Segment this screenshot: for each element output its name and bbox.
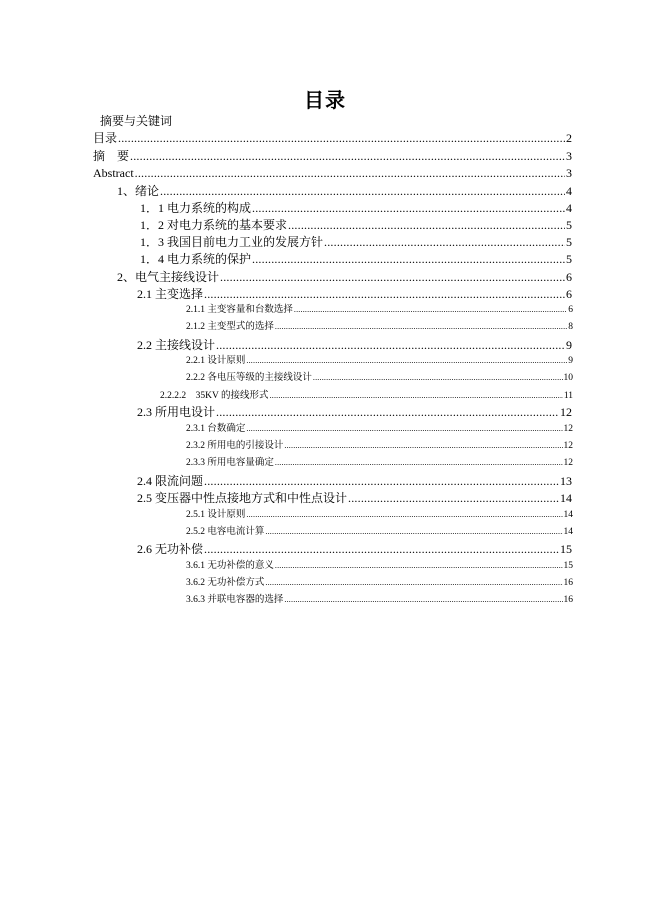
toc-entry-page: 11 bbox=[563, 391, 573, 401]
toc-leader-dots bbox=[265, 576, 562, 590]
toc-entry[interactable] bbox=[186, 525, 573, 539]
toc-entry-page: 12 bbox=[560, 405, 572, 419]
toc-entry-page: 15 bbox=[560, 542, 572, 556]
toc-entry-label: 2.3.2 所用电的引接设计 bbox=[186, 441, 284, 451]
toc-entry-label: 3.6.1 无功补偿的意义 bbox=[186, 561, 274, 571]
toc-entry-page: 2 bbox=[566, 131, 572, 145]
toc-entry-page: 12 bbox=[563, 458, 573, 468]
toc-entry[interactable] bbox=[93, 130, 572, 146]
toc-entry-page: 5 bbox=[566, 235, 572, 249]
toc-entry[interactable] bbox=[186, 371, 573, 385]
toc-leader-dots bbox=[275, 456, 563, 470]
toc-entry-page: 15 bbox=[563, 561, 573, 571]
toc-entry-page: 14 bbox=[563, 510, 573, 520]
toc-entry-label: 2.2.1 设计原则 bbox=[186, 356, 246, 366]
toc-entry-page: 16 bbox=[563, 578, 573, 588]
toc-entry[interactable] bbox=[137, 473, 572, 489]
toc-entry[interactable] bbox=[137, 541, 572, 557]
toc-entry[interactable] bbox=[93, 165, 572, 181]
toc-leader-dots bbox=[246, 354, 567, 368]
toc-leader-dots bbox=[204, 473, 559, 489]
toc-entry-page: 16 bbox=[563, 595, 573, 605]
toc-entry-page: 5 bbox=[566, 218, 572, 232]
toc-entry[interactable] bbox=[186, 303, 573, 317]
toc-leader-dots bbox=[275, 559, 563, 573]
toc-entry-page: 4 bbox=[566, 201, 572, 215]
toc-entry-label: 2.2.2.2 35KV 的接线形式 bbox=[160, 391, 269, 401]
toc-entry-page: 6 bbox=[568, 305, 573, 315]
toc-entry-label: 1．1 电力系统的构成 bbox=[140, 201, 252, 215]
toc-entry-label: 摘 要 bbox=[93, 149, 130, 163]
toc-leader-dots bbox=[220, 269, 565, 285]
toc-entry[interactable] bbox=[137, 286, 572, 302]
toc-entry[interactable] bbox=[117, 183, 572, 199]
toc-entry-label: 2.3 所用电设计 bbox=[137, 405, 216, 419]
toc-entry-page: 12 bbox=[563, 441, 573, 451]
toc-entry-label: 目录 bbox=[93, 131, 118, 145]
toc-entry-label: 2.2 主接线设计 bbox=[137, 338, 216, 352]
toc-entry[interactable] bbox=[186, 320, 573, 334]
toc-entry-page: 10 bbox=[563, 373, 573, 383]
toc-entry[interactable] bbox=[160, 389, 573, 403]
toc-entry-label: 2、电气主接线设计 bbox=[117, 270, 220, 284]
toc-leader-dots bbox=[216, 404, 559, 420]
toc-entry-page: 5 bbox=[566, 252, 572, 266]
toc-entry[interactable] bbox=[186, 439, 573, 453]
toc-entry[interactable] bbox=[186, 422, 573, 436]
toc-entry-page: 3 bbox=[566, 166, 572, 180]
toc-leader-dots bbox=[324, 234, 565, 250]
toc-entry[interactable] bbox=[186, 456, 573, 470]
page-title: 目录 bbox=[304, 88, 346, 112]
toc-leader-dots bbox=[284, 439, 562, 453]
toc-entry-label: 2.5.2 电容电流计算 bbox=[186, 527, 265, 537]
toc-entry[interactable] bbox=[140, 234, 572, 250]
toc-leader-dots bbox=[130, 148, 565, 164]
toc-entry-page: 13 bbox=[560, 474, 572, 488]
toc-entry[interactable] bbox=[140, 200, 572, 216]
toc-entry[interactable] bbox=[186, 559, 573, 573]
toc-leader-dots bbox=[216, 337, 565, 353]
toc-leader-dots bbox=[348, 490, 559, 506]
toc-leader-dots bbox=[313, 371, 563, 385]
toc-entry-label: 2.3.1 台数确定 bbox=[186, 424, 246, 434]
toc-entry-page: 9 bbox=[568, 356, 573, 366]
toc-entry[interactable] bbox=[186, 508, 573, 522]
toc-entry-label: 2.5.1 设计原则 bbox=[186, 510, 246, 520]
toc-entry[interactable] bbox=[186, 354, 573, 368]
toc-entry-page: 6 bbox=[566, 270, 572, 284]
toc-entry-page: 14 bbox=[563, 527, 573, 537]
toc-entry-page: 8 bbox=[568, 322, 573, 332]
toc-entry-label: 2.4 限流问题 bbox=[137, 474, 204, 488]
toc-leader-dots bbox=[204, 541, 559, 557]
toc-entry-page: 6 bbox=[566, 287, 572, 301]
toc-entry-label: 2.1.1 主变容量和台数选择 bbox=[186, 305, 293, 315]
toc-entry-label: 1、绪论 bbox=[117, 184, 160, 198]
toc-entry-label: 1．3 我国目前电力工业的发展方针 bbox=[140, 235, 324, 249]
toc-entry-label: 2.2.2 各电压等级的主接线设计 bbox=[186, 373, 312, 383]
toc-entry[interactable] bbox=[140, 217, 572, 233]
toc-entry-label: 2.6 无功补偿 bbox=[137, 542, 204, 556]
toc-entry[interactable] bbox=[137, 490, 572, 506]
toc-entry[interactable] bbox=[137, 337, 572, 353]
pre-entry-text: 摘要与关键词 bbox=[100, 114, 173, 128]
toc-entry-label: Abstract bbox=[93, 166, 134, 180]
toc-entry-page: 9 bbox=[566, 338, 572, 352]
toc-entry-label: 2.5 变压器中性点接地方式和中性点设计 bbox=[137, 491, 348, 505]
toc-entry-page: 14 bbox=[560, 491, 572, 505]
toc-leader-dots bbox=[270, 389, 563, 403]
toc-entry-label: 2.3.3 所用电容量确定 bbox=[186, 458, 274, 468]
toc-leader-dots bbox=[284, 593, 562, 607]
toc-entry[interactable] bbox=[117, 269, 572, 285]
toc-leader-dots bbox=[135, 165, 565, 181]
toc-leader-dots bbox=[294, 303, 567, 317]
toc-leader-dots bbox=[118, 130, 565, 146]
toc-entry-label: 3.6.2 无功补偿方式 bbox=[186, 578, 265, 588]
toc-leader-dots bbox=[246, 422, 562, 436]
toc-leader-dots bbox=[275, 320, 567, 334]
toc-entry-label: 2.1 主变选择 bbox=[137, 287, 204, 301]
toc-entry[interactable] bbox=[140, 251, 572, 267]
toc-leader-dots bbox=[252, 200, 565, 216]
toc-entry-label: 1．2 对电力系统的基本要求 bbox=[140, 218, 288, 232]
toc-entry-page: 12 bbox=[563, 424, 573, 434]
toc-leader-dots bbox=[288, 217, 565, 233]
toc-entry[interactable] bbox=[137, 404, 572, 420]
toc-leader-dots bbox=[160, 183, 565, 199]
toc-leader-dots bbox=[252, 251, 565, 267]
toc-entry-label: 2.1.2 主变型式的选择 bbox=[186, 322, 274, 332]
toc-entry[interactable] bbox=[186, 593, 573, 607]
toc-leader-dots bbox=[204, 286, 565, 302]
toc-entry-label: 3.6.3 并联电容器的选择 bbox=[186, 595, 284, 605]
toc-entry[interactable] bbox=[93, 148, 572, 164]
toc-entry-page: 4 bbox=[566, 184, 572, 198]
toc-entry-page: 3 bbox=[566, 149, 572, 163]
toc-leader-dots bbox=[246, 508, 562, 522]
toc-entry-label: 1．4 电力系统的保护 bbox=[140, 252, 252, 266]
toc-entry[interactable] bbox=[186, 576, 573, 590]
toc-leader-dots bbox=[265, 525, 562, 539]
